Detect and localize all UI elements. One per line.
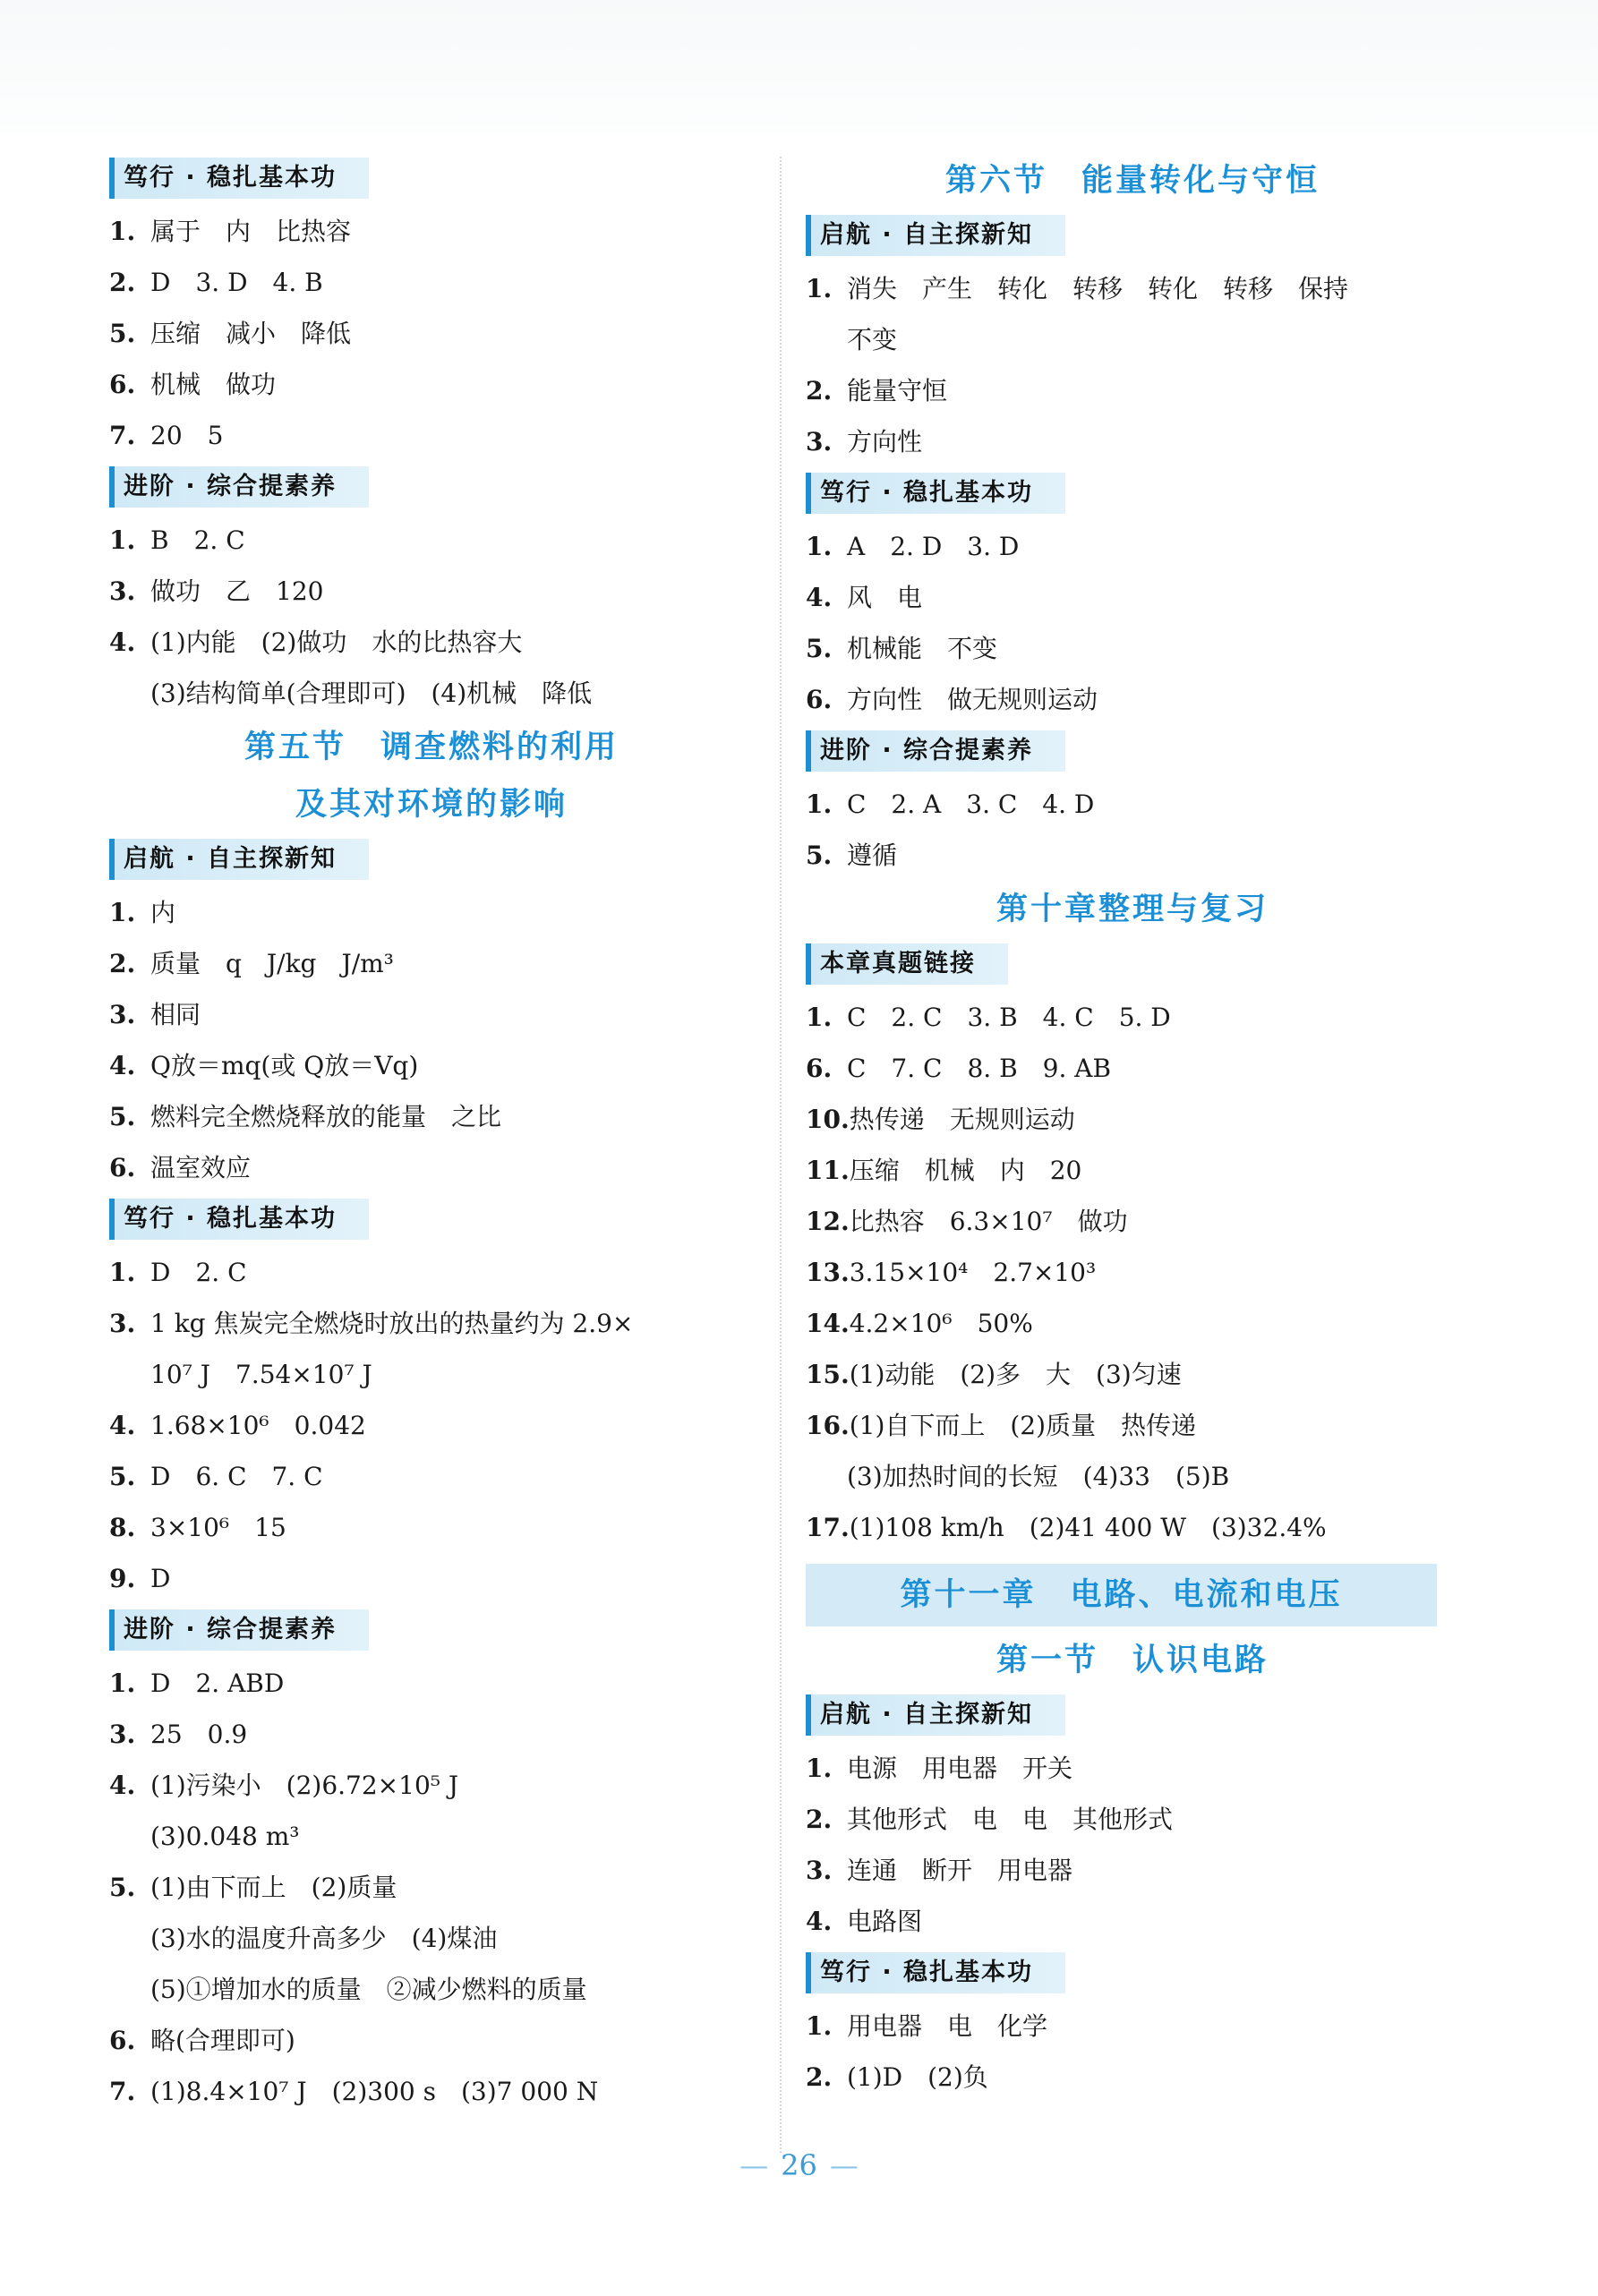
answer-line: [109, 1709, 754, 1760]
question-number: 1.: [109, 1669, 136, 1698]
answer-continuation: (3)加热时间的长短 (4)33 (5)B: [847, 1462, 1230, 1491]
question-number: 6.: [109, 370, 136, 399]
answer-text: 遵循: [847, 841, 898, 870]
question-number: 1.: [109, 898, 136, 927]
answer-text: D: [150, 1564, 171, 1593]
answer-line: [806, 1743, 1459, 1794]
answer-text: 方向性 做无规则运动: [847, 685, 1098, 714]
answer-text: 温室效应: [150, 1153, 252, 1182]
section-tag: 启航 · 自主探新知: [109, 839, 369, 880]
section-tag-row: [109, 152, 754, 206]
answer-text: (1)D (2)负: [847, 2062, 988, 2092]
section-heading: 第一节 认识电路: [996, 1643, 1269, 1678]
section-heading: 第十章整理与复习: [996, 892, 1269, 927]
answer-line: [109, 938, 754, 989]
question-number: 2.: [806, 2062, 833, 2092]
question-number: 7.: [109, 2077, 136, 2106]
answer-line: [806, 1247, 1459, 1298]
question-number: 11.: [806, 1156, 850, 1185]
question-number: 5.: [109, 1102, 136, 1131]
question-number: 1.: [109, 217, 136, 246]
question-number: 7.: [109, 421, 136, 450]
answer-line: [109, 1862, 754, 1913]
question-number: 4.: [109, 1411, 136, 1440]
answer-text: A 2. D 3. D: [847, 532, 1020, 561]
section-tag-row: [806, 467, 1459, 521]
question-number: 14.: [806, 1309, 850, 1338]
answer-text: 内: [150, 898, 176, 927]
section-tag-row: [806, 1689, 1459, 1743]
answer-line: [109, 1502, 754, 1553]
question-number: 4.: [806, 583, 833, 612]
section-tag-row: [109, 833, 754, 887]
answer-line: [109, 1142, 754, 1193]
answer-text: 热传递 无规则运动: [849, 1105, 1075, 1134]
question-number: 5.: [109, 319, 136, 348]
answer-text: 4.2×10⁶ 50%: [849, 1309, 1033, 1338]
question-number: 12.: [806, 1207, 850, 1236]
answer-text: C 2. A 3. C 4. D: [847, 790, 1095, 819]
answer-line: [109, 2015, 754, 2066]
answer-line: [806, 674, 1459, 725]
right-answer-column: [806, 152, 1459, 2103]
answer-text: 3.15×10⁴ 2.7×10³: [849, 1258, 1097, 1287]
section-tag-row: [109, 1604, 754, 1658]
question-number: 4.: [109, 1771, 136, 1800]
question-number: 1.: [806, 1003, 833, 1032]
question-number: 4.: [109, 627, 136, 657]
answer-line: [806, 1400, 1459, 1451]
answer-text: C 7. C 8. B 9. AB: [847, 1054, 1112, 1083]
answer-line: [109, 1091, 754, 1142]
answer-continuation: 不变: [847, 325, 898, 354]
question-number: 5.: [806, 841, 833, 870]
answer-line: [109, 2066, 754, 2117]
answer-text: 1.68×10⁶ 0.042: [150, 1411, 366, 1440]
footer-dash-left: —: [739, 2148, 769, 2182]
answer-text: 质量 q J/kg J/m³: [150, 949, 394, 978]
left-answer-column: [109, 152, 754, 2117]
question-number: 2.: [806, 1805, 833, 1834]
section-tag: 进阶 · 综合提素养: [109, 1609, 369, 1651]
answer-line: [109, 566, 754, 617]
answer-line: [109, 515, 754, 566]
section-tag: 进阶 · 综合提素养: [806, 730, 1065, 772]
answer-text: (1)108 km/h (2)41 400 W (3)32.4%: [849, 1513, 1327, 1542]
answer-continuation: (5)①增加水的质量 ②减少燃料的质量: [150, 1975, 587, 2004]
answer-line: [806, 365, 1459, 416]
question-number: 3.: [109, 576, 136, 606]
footer-dash-right: —: [829, 2148, 859, 2182]
question-number: 2.: [109, 268, 136, 297]
question-number: 3.: [109, 1309, 136, 1338]
answer-text: 压缩 减小 降低: [150, 319, 352, 348]
answer-line: [806, 992, 1459, 1043]
chapter-banner: 第十一章 电路、电流和电压: [806, 1564, 1437, 1626]
answer-line: [109, 887, 754, 938]
question-number: 8.: [109, 1513, 136, 1542]
question-number: 5.: [109, 1462, 136, 1491]
answer-line: [806, 1845, 1459, 1896]
answer-text: 电路图: [847, 1907, 923, 1936]
question-number: 15.: [806, 1360, 850, 1389]
section-heading: 及其对环境的影响: [295, 787, 568, 823]
answer-line: [109, 206, 754, 257]
answer-text: 连通 断开 用电器: [847, 1856, 1073, 1885]
question-number: 16.: [806, 1411, 850, 1440]
question-number: 4.: [109, 1051, 136, 1080]
answer-text: 属于 内 比热容: [150, 217, 352, 246]
question-number: 5.: [109, 1873, 136, 1902]
question-number: 3.: [806, 427, 833, 457]
answer-text: 能量守恒: [847, 376, 948, 405]
answer-line: [806, 830, 1459, 881]
section-tag-row: [109, 461, 754, 515]
section-tag: 笃行 · 稳扎基本功: [806, 473, 1065, 514]
answer-text: 3×10⁶ 15: [150, 1513, 286, 1542]
answer-line: [806, 2052, 1459, 2103]
answer-text: 消失 产生 转化 转移 转化 转移 保持: [847, 274, 1349, 303]
answer-line: [109, 617, 754, 668]
answer-line: [806, 1349, 1459, 1400]
question-number: 1.: [109, 525, 136, 555]
section-tag-row: [806, 209, 1459, 263]
answer-line: [109, 989, 754, 1040]
question-number: 5.: [806, 634, 833, 663]
question-number: 3.: [109, 1000, 136, 1029]
answer-continuation: 10⁷ J 7.54×10⁷ J: [150, 1360, 372, 1389]
section-tag: 笃行 · 稳扎基本功: [109, 158, 369, 199]
answer-text: (1)8.4×10⁷ J (2)300 s (3)7 000 N: [150, 2077, 599, 2106]
question-number: 1.: [806, 790, 833, 819]
question-number: 6.: [109, 2026, 136, 2055]
answer-text: 略(合理即可): [150, 2026, 295, 2055]
section-tag: 进阶 · 综合提素养: [109, 466, 369, 508]
answer-text: 风 电: [847, 583, 923, 612]
question-number: 2.: [109, 949, 136, 978]
section-tag: 启航 · 自主探新知: [806, 1694, 1065, 1736]
answer-line: [806, 1896, 1459, 1947]
section-tag-row: [109, 1193, 754, 1247]
question-number: 17.: [806, 1513, 850, 1542]
question-number: 13.: [806, 1258, 850, 1287]
answer-text: 机械能 不变: [847, 634, 998, 663]
answer-line: [806, 1502, 1459, 1553]
question-number: 3.: [109, 1720, 136, 1749]
answer-line: [806, 1094, 1459, 1145]
answer-continuation: (3)水的温度升高多少 (4)煤油: [150, 1924, 498, 1953]
answer-text: (1)内能 (2)做功 水的比热容大: [150, 627, 523, 657]
question-number: 1.: [806, 532, 833, 561]
answer-text: 其他形式 电 电 其他形式: [847, 1805, 1174, 1834]
question-number: 1.: [109, 1258, 136, 1287]
answer-line: [109, 1451, 754, 1502]
section-tag-row: [806, 938, 1459, 992]
answer-text: C 2. C 3. B 4. C 5. D: [847, 1003, 1171, 1032]
section-heading: 第六节 能量转化与守恒: [944, 163, 1320, 199]
section-tag: 本章真题链接: [806, 943, 1008, 985]
question-number: 2.: [806, 376, 833, 405]
answer-continuation: (3)结构简单(合理即可) (4)机械 降低: [150, 679, 593, 708]
question-number: 6.: [109, 1153, 136, 1182]
page-number-footer: [0, 2148, 1598, 2182]
answer-line: [806, 263, 1459, 314]
answer-line: [109, 257, 754, 308]
column-divider: [780, 157, 782, 2153]
question-number: 1.: [806, 2011, 833, 2041]
answer-text: 用电器 电 化学: [847, 2011, 1048, 2041]
answer-line: [109, 359, 754, 410]
answer-text: (1)污染小 (2)6.72×10⁵ J: [150, 1771, 459, 1800]
answer-text: 压缩 机械 内 20: [849, 1156, 1082, 1185]
answer-line: [806, 1145, 1459, 1196]
question-number: 6.: [806, 685, 833, 714]
answer-line: [806, 1043, 1459, 1094]
section-tag: 笃行 · 稳扎基本功: [109, 1199, 369, 1240]
question-number: 4.: [806, 1907, 833, 1936]
answer-line: [806, 1794, 1459, 1845]
answer-text: 相同: [150, 1000, 201, 1029]
answer-continuation: (3)0.048 m³: [150, 1822, 300, 1851]
answer-line: [806, 521, 1459, 572]
answer-text: (1)自下而上 (2)质量 热传递: [849, 1411, 1197, 1440]
section-tag-row: [806, 1947, 1459, 2001]
answer-text: 电源 用电器 开关: [847, 1754, 1073, 1783]
answer-text: 20 5: [150, 421, 224, 450]
answer-text: (1)由下而上 (2)质量: [150, 1873, 397, 1902]
answer-line: [109, 1247, 754, 1298]
answer-line: [109, 1298, 754, 1349]
answer-text: D 6. C 7. C: [150, 1462, 323, 1491]
question-number: 3.: [806, 1856, 833, 1885]
answer-text: 1 kg 焦炭完全燃烧时放出的热量约为 2.9×: [150, 1309, 634, 1338]
answer-text: D 2. C: [150, 1258, 247, 1287]
answer-line: [806, 779, 1459, 830]
answer-text: 方向性: [847, 427, 923, 457]
page-number: 26: [781, 2148, 817, 2182]
answer-text: 机械 做功: [150, 370, 277, 399]
answer-line: [109, 1760, 754, 1811]
answer-text: B 2. C: [150, 525, 245, 555]
answer-line: [109, 1400, 754, 1451]
answer-text: Q放＝mq(或 Q放＝Vq): [150, 1051, 419, 1080]
question-number: 1.: [806, 1754, 833, 1783]
answer-text: 做功 乙 120: [150, 576, 324, 606]
question-number: 10.: [806, 1105, 850, 1134]
answer-line: [109, 410, 754, 461]
answer-text: D 2. ABD: [150, 1669, 285, 1698]
answer-line: [806, 623, 1459, 674]
answer-line: [806, 2001, 1459, 2052]
answer-line: [109, 1658, 754, 1709]
answer-line: [109, 1553, 754, 1604]
answer-line: [806, 416, 1459, 467]
answer-line: [806, 572, 1459, 623]
answer-line: [806, 1298, 1459, 1349]
section-heading: 第五节 调查燃料的利用: [244, 730, 619, 765]
answer-line: [109, 308, 754, 359]
answer-text: 燃料完全燃烧释放的能量 之比: [150, 1102, 502, 1131]
section-tag-row: [806, 725, 1459, 779]
section-tag: 启航 · 自主探新知: [806, 215, 1065, 256]
page-top-band: [0, 0, 1598, 134]
question-number: 9.: [109, 1564, 136, 1593]
answer-line: [806, 1196, 1459, 1247]
answer-text: 比热容 6.3×10⁷ 做功: [849, 1207, 1128, 1236]
answer-text: D 3. D 4. B: [150, 268, 323, 297]
question-number: 6.: [806, 1054, 833, 1083]
section-tag: 笃行 · 稳扎基本功: [806, 1952, 1065, 1993]
question-number: 1.: [806, 274, 833, 303]
answer-line: [109, 1040, 754, 1091]
answer-text: 25 0.9: [150, 1720, 248, 1749]
answer-text: (1)动能 (2)多 大 (3)匀速: [849, 1360, 1182, 1389]
